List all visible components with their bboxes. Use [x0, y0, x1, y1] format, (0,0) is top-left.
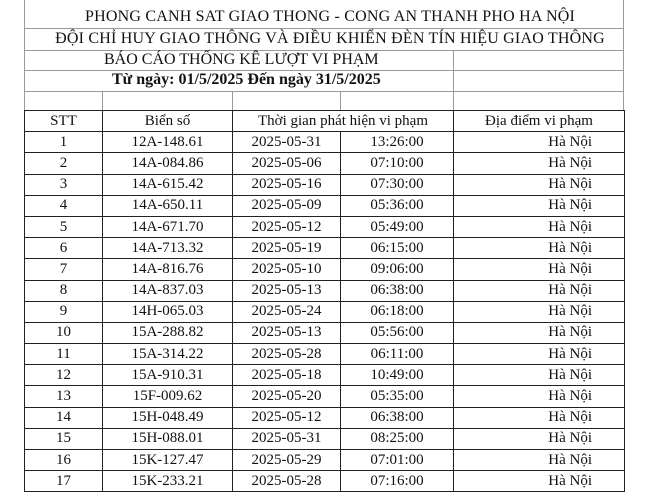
cell-place: Hà Nội [454, 428, 625, 449]
cell-place: Hà Nội [454, 301, 625, 322]
table-row [25, 195, 625, 216]
cell-time: 08:25:00 [341, 428, 454, 449]
report-unit-title: PHONG CANH SAT GIAO THONG - CONG AN THANH PHO HA NỘI [85, 8, 575, 25]
cell-plate: 15H-048.49 [103, 407, 233, 428]
cell-stt: 12 [25, 365, 103, 386]
cell-stt: 17 [25, 471, 103, 492]
cell-date: 2025-05-06 [233, 153, 341, 174]
cell-stt: 13 [25, 386, 103, 407]
cell-plate: 15A-314.22 [103, 344, 233, 365]
table-row [25, 407, 625, 428]
cell-place: Hà Nội [454, 259, 625, 280]
cell-place: Hà Nội [454, 132, 625, 153]
grid-line [24, 28, 624, 29]
report-title: BÁO CÁO THỐNG KÊ LƯỢT VI PHẠM [104, 51, 379, 68]
cell-stt: 4 [25, 195, 103, 216]
cell-plate: 15K-233.21 [103, 471, 233, 492]
cell-stt: 2 [25, 153, 103, 174]
cell-plate: 14A-837.03 [103, 280, 233, 301]
table-row [25, 259, 625, 280]
cell-date: 2025-05-19 [233, 238, 341, 259]
table-row [25, 428, 625, 449]
column-header-stt: STT [25, 111, 103, 132]
cell-stt: 5 [25, 216, 103, 237]
grid-line [24, 91, 624, 92]
cell-place: Hà Nội [454, 238, 625, 259]
cell-time: 05:36:00 [341, 195, 454, 216]
cell-date: 2025-05-12 [233, 407, 341, 428]
cell-time: 06:38:00 [341, 407, 454, 428]
cell-time: 07:01:00 [341, 450, 454, 471]
cell-date: 2025-05-28 [233, 344, 341, 365]
cell-plate: 15H-088.01 [103, 428, 233, 449]
cell-date: 2025-05-13 [233, 280, 341, 301]
cell-time: 09:06:00 [341, 259, 454, 280]
report-team-title: ĐỘI CHỈ HUY GIAO THÔNG VÀ ĐIỀU KHIỂN ĐÈN TÍN HIỆU GIAO THÔNG [55, 30, 605, 47]
column-header-time: Thời gian phát hiện vi phạm [233, 111, 454, 132]
cell-plate: 14A-713.32 [103, 238, 233, 259]
table-body [25, 132, 625, 492]
cell-date: 2025-05-28 [233, 471, 341, 492]
table-row [25, 365, 625, 386]
cell-date: 2025-05-24 [233, 301, 341, 322]
cell-date: 2025-05-10 [233, 259, 341, 280]
cell-time: 05:35:00 [341, 386, 454, 407]
cell-stt: 10 [25, 322, 103, 343]
cell-date: 2025-05-18 [233, 365, 341, 386]
cell-stt: 14 [25, 407, 103, 428]
cell-plate: 14A-084.86 [103, 153, 233, 174]
cell-stt: 15 [25, 428, 103, 449]
cell-time: 10:49:00 [341, 365, 454, 386]
cell-time: 06:18:00 [341, 301, 454, 322]
cell-stt: 3 [25, 174, 103, 195]
cell-date: 2025-05-31 [233, 132, 341, 153]
cell-place: Hà Nội [454, 195, 625, 216]
cell-date: 2025-05-09 [233, 195, 341, 216]
cell-stt: 6 [25, 238, 103, 259]
grid-line [340, 91, 341, 111]
table-row [25, 322, 625, 343]
cell-place: Hà Nội [454, 471, 625, 492]
cell-stt: 9 [25, 301, 103, 322]
cell-plate: 14A-615.42 [103, 174, 233, 195]
grid-line [232, 91, 233, 111]
column-header-place: Địa điểm vi phạm [454, 111, 625, 132]
table-row [25, 280, 625, 301]
cell-place: Hà Nội [454, 322, 625, 343]
table-row [25, 450, 625, 471]
cell-stt: 1 [25, 132, 103, 153]
cell-place: Hà Nội [454, 407, 625, 428]
cell-place: Hà Nội [454, 344, 625, 365]
table-row [25, 344, 625, 365]
cell-time: 06:38:00 [341, 280, 454, 301]
cell-plate: 14A-671.70 [103, 216, 233, 237]
cell-time: 05:56:00 [341, 322, 454, 343]
cell-plate: 15F-009.62 [103, 386, 233, 407]
cell-plate: 15A-288.82 [103, 322, 233, 343]
table-row [25, 153, 625, 174]
table-row [25, 238, 625, 259]
table-row [25, 386, 625, 407]
cell-place: Hà Nội [454, 386, 625, 407]
table-row [25, 216, 625, 237]
cell-stt: 16 [25, 450, 103, 471]
grid-line [453, 50, 454, 111]
cell-date: 2025-05-16 [233, 174, 341, 195]
cell-time: 13:26:00 [341, 132, 454, 153]
cell-stt: 11 [25, 344, 103, 365]
table-row [25, 174, 625, 195]
cell-time: 07:16:00 [341, 471, 454, 492]
cell-place: Hà Nội [454, 365, 625, 386]
cell-plate: 12A-148.61 [103, 132, 233, 153]
cell-date: 2025-05-13 [233, 322, 341, 343]
cell-time: 06:15:00 [341, 238, 454, 259]
cell-place: Hà Nội [454, 216, 625, 237]
cell-stt: 7 [25, 259, 103, 280]
violation-table [24, 110, 625, 492]
cell-date: 2025-05-29 [233, 450, 341, 471]
cell-plate: 14A-650.11 [103, 195, 233, 216]
cell-time: 07:30:00 [341, 174, 454, 195]
cell-plate: 14H-065.03 [103, 301, 233, 322]
cell-place: Hà Nội [454, 450, 625, 471]
cell-place: Hà Nội [454, 174, 625, 195]
column-header-plate: Biển số [103, 111, 233, 132]
table-header-row [25, 111, 625, 132]
cell-stt: 8 [25, 280, 103, 301]
table-row [25, 132, 625, 153]
cell-date: 2025-05-20 [233, 386, 341, 407]
cell-time: 05:49:00 [341, 216, 454, 237]
report-date-range: Từ ngày: 01/5/2025 Đến ngày 31/5/2025 [112, 71, 381, 88]
table-row [25, 471, 625, 492]
cell-place: Hà Nội [454, 280, 625, 301]
cell-place: Hà Nội [454, 153, 625, 174]
cell-plate: 15A-910.31 [103, 365, 233, 386]
cell-date: 2025-05-12 [233, 216, 341, 237]
cell-plate: 14A-816.76 [103, 259, 233, 280]
cell-time: 06:11:00 [341, 344, 454, 365]
cell-time: 07:10:00 [341, 153, 454, 174]
grid-line [102, 91, 103, 111]
table-row [25, 301, 625, 322]
cell-date: 2025-05-31 [233, 428, 341, 449]
cell-plate: 15K-127.47 [103, 450, 233, 471]
